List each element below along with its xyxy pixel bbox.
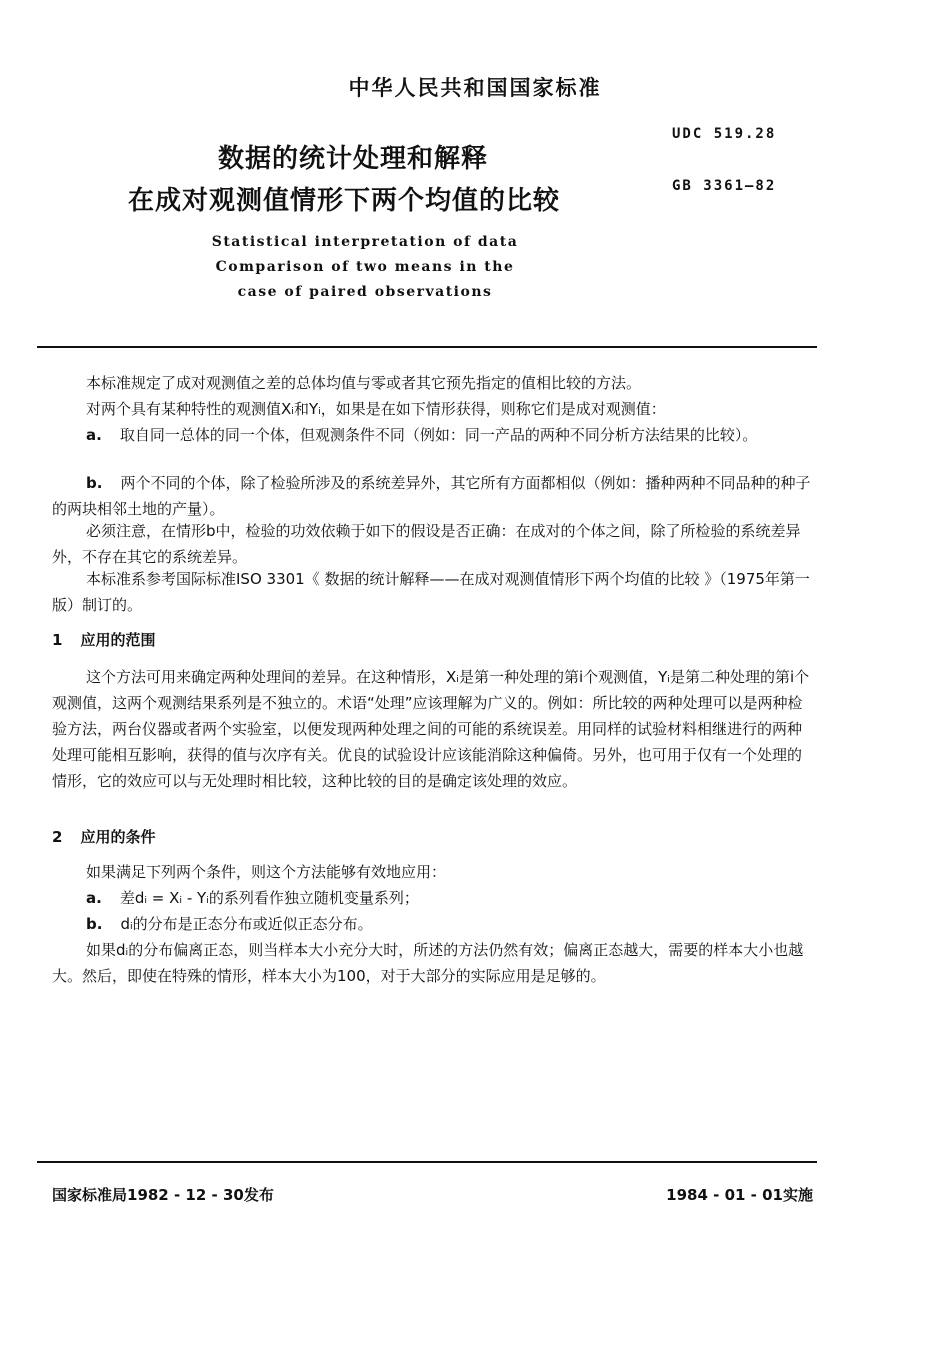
issuing-org-heading: 中华人民共和国国家标准 <box>348 76 602 100</box>
top-divider <box>37 346 817 348</box>
effective-date: 1984 - 01 - 01实施 <box>666 1186 813 1204</box>
section-2-title: 应用的条件 <box>80 828 156 846</box>
document-title-line1: 数据的统计处理和解释 <box>218 144 489 174</box>
intro-item-b <box>52 470 814 522</box>
gb-standard-number: GB 3361—82 <box>672 178 777 194</box>
s2-item-b-text: dᵢ的分布是正态分布或近似正态分布。 <box>120 915 373 933</box>
section-2-number: 2 <box>52 828 63 846</box>
intro-paragraph-4: 本标准系参考国际标准ISO 3301《 数据的统计解释——在成对观测值情形下两个均值的比较 》（1975年第一版）制订的。 <box>52 570 810 614</box>
intro-paragraph-3: 必须注意，在情形b中，检验的功效依赖于如下的假设是否正确：在成对的个体之间，除了所检验的系统差异外，不存在其它的系统差异。 <box>52 522 801 566</box>
section-2-item-b <box>52 911 814 937</box>
s2-item-b-marker: b. <box>86 915 103 933</box>
item-b-text: 两个不同的个体，除了检验所涉及的系统差异外，其它所有方面都相似（例如：播种两种不同品种的种子的两块相邻土地的产量）。 <box>52 474 811 518</box>
item-b-marker: b. <box>86 474 103 492</box>
intro-item-a <box>52 422 814 448</box>
section-2-lead: 如果满足下列两个条件，则这个方法能够有效地应用： <box>86 863 447 881</box>
intro-paragraph-2: 对两个具有某种特性的观测值Xᵢ和Yᵢ，如果是在如下情形获得，则称它们是成对观测值： <box>86 400 666 418</box>
footer-divider <box>37 1161 817 1163</box>
english-title-line3: case of paired observations <box>237 284 493 300</box>
section-2-heading <box>52 826 155 847</box>
s2-item-a-marker: a. <box>86 889 102 907</box>
section-1-title: 应用的范围 <box>80 631 156 649</box>
intro-paragraph-1: 本标准规定了成对观测值之差的总体均值与零或者其它预先指定的值相比较的方法。 <box>86 374 642 392</box>
item-a-text: 取自同一总体的同一个体，但观测条件不同（例如：同一产品的两种不同分析方法结果的比较）。 <box>119 426 758 444</box>
english-title-line1: Statistical interpretation of data <box>211 234 519 250</box>
section-1-text: 这个方法可用来确定两种处理间的差异。在这种情形，Xᵢ是第一种处理的第i个观测值，Yᵢ是第二种处理的第i个观测值，这两个观测结果系列是不独立的。术语“处理”应该理解为广义的。例如：所比较的两种处理可以是两种检验方法，两台仪器或者两个实验室，以便发现两种处理之间的可能的系统误差。用同样的试验材料相继进行的两种处理可能相互影响，获得的值与次序有关。优良的试验设计应该能消除这种偏倚。另外，也可用于仅有一个处理的情形，它的效应可以与无处理时相比较，这种比较的目的是确定该处理的效应。 <box>52 668 810 790</box>
issue-date: 国家标准局1982 - 12 - 30发布 <box>52 1186 274 1204</box>
section-2-text: 如果dᵢ的分布偏离正态，则当样本大小充分大时，所述的方法仍然有效；偏离正态越大，需要的样本大小也越大。然后，即使在特殊的情形，样本大小为100，对于大部分的实际应用是足够的。 <box>52 941 804 985</box>
section-2-item-a <box>52 885 814 911</box>
s2-item-a-text: 差dᵢ = Xᵢ - Yᵢ的系列看作独立随机变量系列； <box>119 889 419 907</box>
section-1-number: 1 <box>52 631 63 649</box>
document-title-line2: 在成对观测值情形下两个均值的比较 <box>128 186 561 216</box>
item-a-marker: a. <box>86 426 102 444</box>
section-1-heading <box>52 629 155 650</box>
english-title-line2: Comparison of two means in the <box>215 259 515 275</box>
udc-code: UDC 519.28 <box>672 126 777 142</box>
